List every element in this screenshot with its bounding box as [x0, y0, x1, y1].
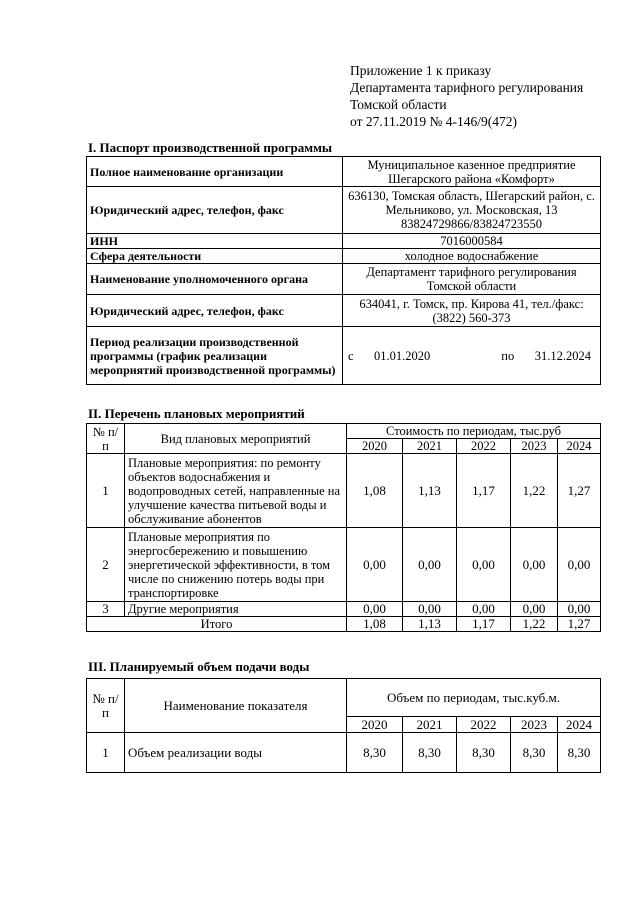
year-header: 2020 — [347, 717, 403, 733]
row-value: Муниципальное казенное предприятие Шегарского района «Комфорт» — [343, 157, 601, 187]
row-name: Плановые мероприятия: по ремонту объектов водоснабжения и водопроводных сетей, направленные на улучшение качества питьевой воды и обслуживание абонентов — [125, 454, 347, 528]
table-header-row — [87, 424, 601, 439]
row-value: Департамент тарифного регулирования Томской области — [343, 264, 601, 295]
appendix-line: Приложение 1 к приказу — [350, 63, 492, 78]
plan-table — [86, 423, 601, 632]
total-label: Итого — [87, 617, 347, 632]
year-header: 2024 — [558, 717, 601, 733]
appendix-line: Томской области — [350, 97, 447, 112]
table-header-row — [87, 679, 601, 717]
row-value: 0,00 — [347, 602, 403, 617]
col-num-header: № п/п — [87, 424, 125, 454]
section2-title: II. Перечень плановых мероприятий — [88, 406, 305, 421]
total-value: 1,22 — [511, 617, 558, 632]
row-value: 1,17 — [457, 454, 511, 528]
total-value: 1,08 — [347, 617, 403, 632]
table-row — [87, 602, 601, 617]
passport-table — [86, 156, 601, 385]
table-row — [87, 264, 601, 295]
col-name-header: Наименование показателя — [125, 679, 347, 733]
table-row — [87, 234, 601, 249]
row-label: Юридический адрес, телефон, факс — [87, 187, 343, 234]
row-name: Плановые мероприятия по энергосбережению и повышению энергетической эффективности, в том числе по снижению потерь воды при транспортировке — [125, 528, 347, 602]
col-name-header: Вид плановых мероприятий — [125, 424, 347, 454]
appendix-line: Департамента тарифного регулирования — [350, 80, 584, 95]
total-value: 1,17 — [457, 617, 511, 632]
row-value: 8,30 — [347, 733, 403, 773]
col-volume-header: Объем по периодам, тыс.куб.м. — [347, 679, 601, 717]
row-value: 7016000584 — [343, 234, 601, 249]
period-value — [343, 327, 601, 385]
table-row — [87, 295, 601, 327]
total-value: 1,13 — [403, 617, 457, 632]
table-row — [87, 187, 601, 234]
row-value: 1,22 — [511, 454, 558, 528]
year-header: 2020 — [347, 439, 403, 454]
row-label: Юридический адрес, телефон, факс — [87, 295, 343, 327]
year-header: 2021 — [403, 439, 457, 454]
row-value: 0,00 — [347, 528, 403, 602]
row-num: 1 — [87, 733, 125, 773]
row-value: 1,13 — [403, 454, 457, 528]
row-name: Другие мероприятия — [125, 602, 347, 617]
row-value: 8,30 — [511, 733, 558, 773]
period-label: Период реализации производственной программы (график реализации мероприятий производственной программы) — [87, 327, 343, 385]
year-header: 2022 — [457, 717, 511, 733]
row-num: 3 — [87, 602, 125, 617]
year-header: 2021 — [403, 717, 457, 733]
volume-table — [86, 678, 601, 773]
year-header: 2024 — [558, 439, 601, 454]
table-row — [87, 454, 601, 528]
row-value: 0,00 — [457, 602, 511, 617]
row-value: 634041, г. Томск, пр. Кирова 41, тел./факс: (3822) 560-373 — [343, 295, 601, 327]
row-label: Полное наименование организации — [87, 157, 343, 187]
table-row — [87, 249, 601, 264]
row-value: холодное водоснабжение — [343, 249, 601, 264]
section1-title: I. Паспорт производственной программы — [88, 140, 333, 155]
row-value: 0,00 — [511, 602, 558, 617]
table-row — [87, 733, 601, 773]
row-value: 0,00 — [403, 528, 457, 602]
period-to: 31.12.2024 — [534, 348, 591, 363]
row-label: Наименование уполномоченного органа — [87, 264, 343, 295]
table-row — [87, 157, 601, 187]
row-value: 0,00 — [558, 602, 601, 617]
row-value: 0,00 — [511, 528, 558, 602]
year-header: 2022 — [457, 439, 511, 454]
col-num-header: № п/п — [87, 679, 125, 733]
col-cost-header: Стоимость по периодам, тыс.руб — [347, 424, 601, 439]
table-total-row — [87, 617, 601, 632]
row-value: 1,27 — [558, 454, 601, 528]
appendix-header — [350, 62, 583, 130]
row-name: Объем реализации воды — [125, 733, 347, 773]
row-label: Сфера деятельности — [87, 249, 343, 264]
row-label: ИНН — [87, 234, 343, 249]
row-value: 636130, Томская область, Шегарский район, с. Мельниково, ул. Московская, 13 83824729866/83824723550 — [343, 187, 601, 234]
year-header: 2023 — [511, 439, 558, 454]
period-from: 01.01.2020 — [374, 348, 431, 363]
row-num: 1 — [87, 454, 125, 528]
row-value: 0,00 — [457, 528, 511, 602]
row-num: 2 — [87, 528, 125, 602]
section3-title: III. Планируемый объем подачи воды — [88, 659, 310, 674]
year-header: 2023 — [511, 717, 558, 733]
row-value: 1,08 — [347, 454, 403, 528]
row-value: 8,30 — [403, 733, 457, 773]
row-value: 8,30 — [558, 733, 601, 773]
period-from-word: с — [348, 348, 354, 363]
table-row — [87, 528, 601, 602]
row-value: 8,30 — [457, 733, 511, 773]
appendix-line: от 27.11.2019 № 4-146/9(472) — [350, 114, 517, 129]
table-row — [87, 327, 601, 385]
period-to-word: по — [501, 348, 515, 363]
total-value: 1,27 — [558, 617, 601, 632]
row-value: 0,00 — [558, 528, 601, 602]
row-value: 0,00 — [403, 602, 457, 617]
